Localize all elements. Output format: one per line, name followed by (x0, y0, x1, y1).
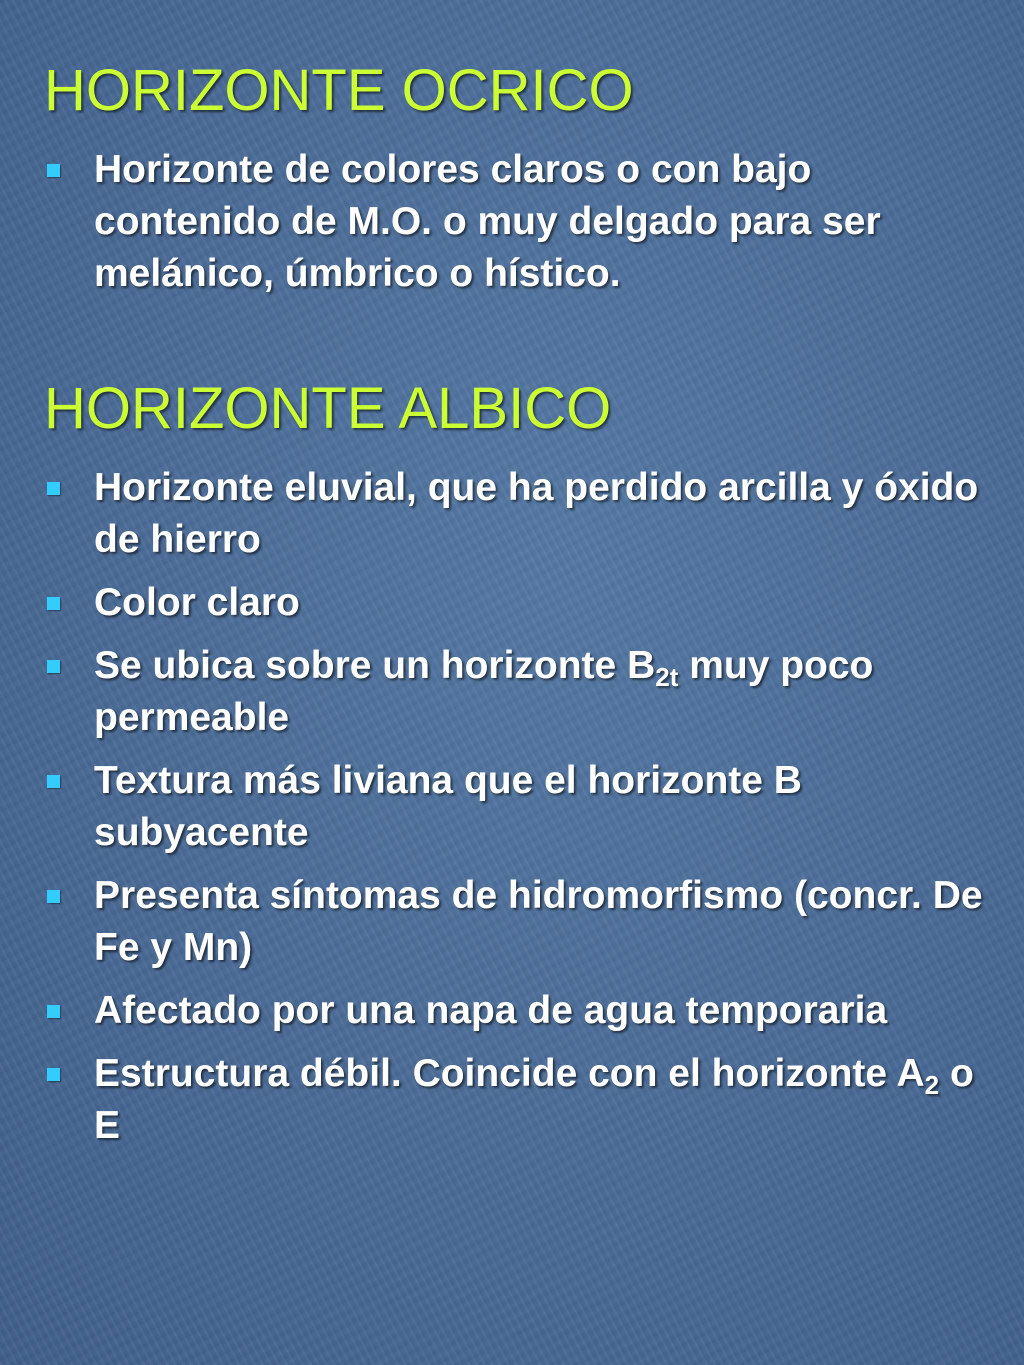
bullet-text-start: Se ubica sobre un horizonte B (94, 644, 656, 687)
bullet-text: Textura más liviana que el horizonte B subyacente (94, 759, 802, 854)
heading-horizonte-ocrico: HORIZONTE OCRICO (44, 58, 634, 123)
list-item (44, 985, 994, 1037)
subscript: 2t (655, 661, 679, 692)
subscript: 2 (924, 1069, 940, 1100)
bullet-text: Presenta síntomas de hidromorfismo (concr. De Fe y Mn) (94, 874, 983, 969)
bullet-text: Color claro (94, 581, 300, 624)
list-item (44, 577, 994, 629)
bullet-text: Afectado por una napa de agua temporaria (94, 989, 888, 1032)
square-bullet-icon (47, 890, 60, 903)
square-bullet-icon (47, 597, 60, 610)
list-item (44, 755, 994, 859)
list-item (44, 1048, 994, 1152)
square-bullet-icon (47, 164, 60, 177)
albico-bullet-list (44, 462, 994, 1163)
list-item (44, 462, 994, 566)
heading-horizonte-albico: HORIZONTE ALBICO (44, 376, 612, 441)
list-item (44, 870, 994, 974)
bullet-text-end: o E (94, 1052, 974, 1147)
bullet-text: Horizonte eluvial, que ha perdido arcilla y óxido de hierro (94, 466, 979, 561)
square-bullet-icon (47, 1005, 60, 1018)
ocrico-bullet-list (44, 144, 994, 311)
bullet-text-end: muy poco permeable (94, 644, 874, 739)
bullet-text-start: Estructura débil. Coincide con el horizonte A (94, 1052, 925, 1095)
square-bullet-icon (47, 482, 60, 495)
bullet-text: Horizonte de colores claros o con bajo contenido de M.O. o muy delgado para ser melánico, úmbrico o hístico. (94, 148, 881, 295)
square-bullet-icon (47, 1068, 60, 1081)
square-bullet-icon (47, 775, 60, 788)
square-bullet-icon (47, 660, 60, 673)
list-item (44, 144, 994, 300)
list-item (44, 640, 994, 744)
